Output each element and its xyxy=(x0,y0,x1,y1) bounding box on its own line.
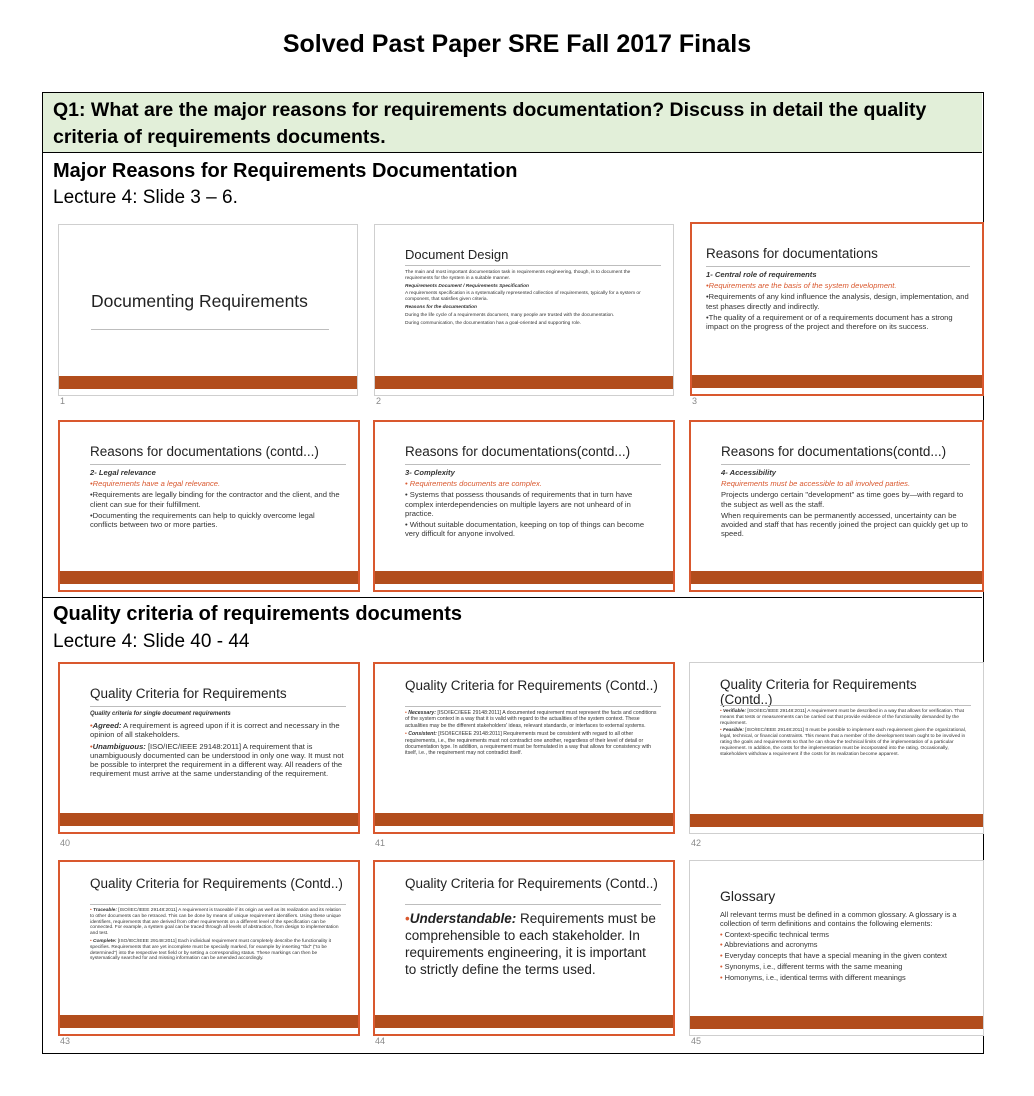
slide-text: 1- Central role of requirements xyxy=(706,270,817,279)
slide-text: Homonyms, i.e., identical terms with different meanings xyxy=(724,972,906,982)
section-reference-reasons: Lecture 4: Slide 3 – 6. xyxy=(53,187,238,208)
slide-text: [ISO/IEC/IEEE 29148:2011] Each individual requirement must completely describe the functionality it specifies. Requirements that are yet incomplete must be specially marked, for example by inserting "tbd" ("to be determined") into the respective text field or by setting a corresponding status. These markings can then be systematically searched for and missing information can be amended accordingly. xyxy=(90,938,332,962)
question-box: Q1: What are the major reasons for requirements documentation? Discuss in detail the quality criteria of requirements documents. xyxy=(43,93,982,153)
slide-footer-bar xyxy=(59,376,357,389)
slide-rule xyxy=(405,265,661,266)
slide-text: • Consistent: [ISO/IEC/IEEE 29148:2011] Requirements must be consistent with regard to all other requirements, i.e., the requirements must not contradict one another, regardless of their level of detail or documentation type. In addition, a requirement must be formulated in a way that allows for consistency with itself, i.e., the requirement may not contradict itself. xyxy=(405,731,651,757)
slide-text: All relevant terms must be defined in a common glossary. A glossary is a collection of term definitions and contains the following elements: xyxy=(720,910,957,928)
slide-text: The main and most important documentation task in requirements engineering, though, is to document the requirements for the system in a suitable manner. xyxy=(405,270,631,281)
slide-body xyxy=(405,710,659,759)
slide-text: • Necessary: [ISO/IEC/IEEE 29148:2011] A documented requirement must represent the facts and conditions of the system context in a way that it is valid with regard to the actualities of the system context. These actualities may be the different stakeholders' ideas, relevant standards, or interfaces to external systems. xyxy=(405,710,657,729)
slide-text: • Systems that possess thousands of requirements that in turn have complex interdependencies on multiple layers are not unheard of in practice. xyxy=(405,490,633,518)
slide-text: •Requirements have a legal relevance. xyxy=(90,479,221,489)
slide-rule xyxy=(91,329,329,330)
slide-text: 4- Accessibility xyxy=(721,468,777,477)
slide-thumbnail-41[interactable] xyxy=(373,662,675,834)
slide-number: 41 xyxy=(375,838,386,848)
slide-rule xyxy=(405,706,661,707)
slide-text: [ISO/IEC/IEEE 29148:2011] A requirement that is unambiguously documented can be understood in only one way. It must not be possible to interpret the requirement in a different way. All readers of the requirement must arrive at the same understanding of the requirement. xyxy=(90,741,344,779)
slide-rule xyxy=(721,464,970,465)
slide-body xyxy=(706,270,974,333)
slide-number: 44 xyxy=(375,1036,386,1046)
slide-keyword: Unambiguous: xyxy=(92,741,146,751)
page-title: Solved Past Paper SRE Fall 2017 Finals xyxy=(282,30,752,58)
section-reference-quality: Lecture 4: Slide 40 - 44 xyxy=(53,631,250,652)
slide-thumbnail-3[interactable] xyxy=(690,222,984,396)
slide-text: • Requirements documents are complex. xyxy=(405,479,542,489)
slide-title: Reasons for documentations (contd...) xyxy=(90,444,319,459)
slide-text: • Everyday concepts that have a special meaning in the given context xyxy=(720,951,947,961)
slide-keyword: Feasible: xyxy=(723,728,744,734)
slide-body xyxy=(405,270,659,328)
slide-rule xyxy=(405,464,661,465)
slide-thumbnail-6[interactable] xyxy=(689,420,984,592)
slide-text: •The quality of a requirement or of a requirements document has a strong impact on the progress of the project and therefore on its success. xyxy=(706,312,953,332)
slide-rule xyxy=(720,705,971,706)
slide-title: Quality Criteria for Requirements (Contd..) xyxy=(405,876,658,891)
slide-number: 42 xyxy=(691,838,702,848)
slide-keyword: Complete: xyxy=(93,938,117,944)
slide-keyword: Agreed: xyxy=(92,721,122,731)
slide-thumbnail-5[interactable] xyxy=(373,420,675,592)
slide-thumbnail-1[interactable] xyxy=(58,224,358,396)
slide-keyword: Consistent: xyxy=(408,731,437,738)
slide-text: •Unambiguous: [ISO/IEC/IEEE 29148:2011] A requirement that is unambiguously documented can be understood in only one way. It must not be possible to interpret the requirement in a different way. All readers of the requirement must arrive at the same understanding of the requirement. xyxy=(90,741,344,779)
slide-text: • Verifiable: [ISO/IEC/IEEE 29148:2011] A requirement must be described in a way that allows for verification. That means that tests or measurements can be carried out that provide evidence of the functionality demanded by the requirement. xyxy=(720,709,964,726)
slide-text: •Documenting the requirements can help to quickly overcome legal conflicts between two or more parties. xyxy=(90,510,315,530)
slide-footer-bar xyxy=(690,1016,983,1029)
slide-number: 3 xyxy=(692,396,698,406)
slide-text: •Understandable: Requirements must be comprehensible to each stakeholder. In requirements engineering, it is important to strictly define the terms used. xyxy=(405,911,656,977)
slide-text: [ISO/IEC/IEEE 29148:2011] A documented requirement must represent the facts and conditions of the system context in a way that it is valid with regard to the actualities of the system context. These actualities may be the different stakeholders' ideas, relevant standards, or interfaces to external systems. xyxy=(405,710,657,729)
slide-rule xyxy=(90,904,346,905)
slide-number: 40 xyxy=(60,838,71,848)
slide-footer-bar xyxy=(375,376,673,389)
slide-title: Documenting Requirements xyxy=(91,291,308,311)
section-heading-reasons: Major Reasons for Requirements Documentation xyxy=(53,160,518,182)
slide-text: Context-specific technical terms xyxy=(724,929,829,939)
slide-keyword: Understandable: xyxy=(409,911,517,926)
slide-number: 43 xyxy=(60,1036,71,1046)
slide-thumbnail-45[interactable] xyxy=(689,860,984,1036)
slide-title: Reasons for documentations xyxy=(706,246,878,261)
slide-text: Requirements must be comprehensible to each stakeholder. In requirements engineering, it is important to strictly define the terms used. xyxy=(405,911,656,977)
slide-number: 2 xyxy=(376,396,382,406)
slide-rule xyxy=(405,904,661,905)
slide-thumbnail-43[interactable] xyxy=(58,860,360,1036)
slide-text: During the life cycle of a requirements document, many people are trusted with the documentation. xyxy=(405,312,615,318)
slide-text: • Synonyms, i.e., different terms with the same meaning xyxy=(720,961,903,971)
slide-text: Everyday concepts that have a special meaning in the given context xyxy=(724,951,947,961)
slide-text: Quality criteria for single document requirements xyxy=(90,711,231,717)
slide-keyword: Verifiable: xyxy=(723,709,747,714)
section-heading-quality: Quality criteria of requirements documents xyxy=(53,603,462,625)
slide-text: Requirements must be accessible to all involved parties. xyxy=(721,479,911,489)
slide-thumbnail-40[interactable] xyxy=(58,662,360,834)
slide-text: Projects undergo certain "development" as time goes by—with regard to the subject as well as the staff. xyxy=(721,490,964,509)
slide-body xyxy=(90,468,344,531)
slide-text: • Traceable: [ISO/IEC/IEEE 29148:2011] A requirement is traceable if its origin as well as its realization and its relation to other documents can be retraced. This can be done by means of unique requirement identifiers. Using these unique identifiers, requirements that are derived from other requirements on a different level of the specification can be connected. For example, a system goal can be traced through all levels of abstraction, from design to implementation and test. xyxy=(90,908,342,937)
slide-thumbnail-42[interactable] xyxy=(689,662,984,834)
slide-title: Reasons for documentations(contd...) xyxy=(721,444,947,459)
slide-thumbnail-2[interactable] xyxy=(374,224,674,396)
slide-text: •Requirements of any kind influence the analysis, design, implementation, and test phases directly and indirectly. xyxy=(706,292,969,311)
slide-thumbnail-4[interactable] xyxy=(58,420,360,592)
slide-text: • Complete: [ISO/IEC/IEEE 29148:2011] Each individual requirement must completely describe the functionality it specifies. Requirements that are yet incomplete must be specially marked, for example by inserting "tbd" ("to be determined") into the respective text field or by setting a corresponding status. These markings can then be systematically searched for and missing information can be amended accordingly. xyxy=(90,938,332,962)
slide-body xyxy=(720,709,969,759)
slide-text: • Abbreviations and acronyms xyxy=(720,940,818,950)
slide-text: 3- Complexity xyxy=(405,468,455,477)
slide-text: [ISO/IEC/IEEE 29148:2011] A requirement must be described in a way that allows for verification. That means that tests or measurements can be carried out that provide evidence of the functionality demanded by the requirement. xyxy=(720,709,964,726)
slide-text: Requirements Document / Requirements Specification xyxy=(405,283,529,289)
slide-title: Quality Criteria for Requirements (Contd..) xyxy=(405,678,658,693)
slide-title: Quality Criteria for Requirements xyxy=(90,686,287,701)
slide-footer-bar xyxy=(60,1015,358,1028)
slide-body xyxy=(721,468,968,540)
slide-body xyxy=(405,910,659,980)
slide-text: •Requirements are legally binding for the contractor and the client, and the client can sue for their fulfillment. xyxy=(90,490,340,509)
slide-title: Quality Criteria for Requirements (Contd..) xyxy=(90,876,343,891)
slide-rule xyxy=(90,464,346,465)
slide-text: [ISO/IEC/IEEE 29148:2011] Requirements must be consistent with regard to all other requirements, i.e., the requirements must not contradict one another, regardless of their level of detail or documentation type. In addition, a requirement must be formulated in a way that allows for consistency with itself, i.e., the requirement may not contradict itself. xyxy=(405,731,651,757)
slide-footer-bar xyxy=(375,1015,673,1028)
slide-text: 2- Legal relevance xyxy=(90,468,156,477)
slide-footer-bar xyxy=(60,571,358,584)
slide-title: Glossary xyxy=(720,888,776,904)
slide-text: [ISO/IEC/IEEE 29148:2011] A requirement is traceable if its origin as well as its realization and its relation to other documents can be retraced. This can be done by means of unique requirement identifiers. Using these unique identifiers, requirements that are derived from other requirements on a different level of the specification can be connected. For example, a system goal can be traced through all levels of abstraction, from design to implementation and test. xyxy=(90,908,342,937)
slide-thumbnail-44[interactable] xyxy=(373,860,675,1036)
slide-body xyxy=(405,468,659,540)
slide-text: • Without suitable documentation, keeping on top of things can become very difficult for anyone involved. xyxy=(405,520,645,539)
slide-footer-bar xyxy=(375,813,673,826)
slide-text: • Homonyms, i.e., identical terms with different meanings xyxy=(720,972,906,982)
slide-footer-bar xyxy=(60,813,358,826)
slide-keyword: Necessary: xyxy=(408,710,436,716)
slide-footer-bar xyxy=(375,571,673,584)
slide-text: •Agreed: A requirement is agreed upon if it is correct and necessary in the opinion of all stakeholders. xyxy=(90,721,340,740)
slide-text: Reasons for the documentation xyxy=(405,304,477,310)
slide-text: • Feasible: [ISO/IEC/IEEE 29148:2011] It must be possible to implement each requirement given the organizational, legal, technical, or financial constraints. This means that a member of the development team ought to be involved in rating the goals and requirements so that he can show the technical limits of the implementation of a particular requirement. In addition, the costs for the implementation must be incorporated into the rating. Occasionally, stakeholders withdraw a requirement if the costs for its realization become apparent. xyxy=(720,728,967,757)
slide-title: Document Design xyxy=(405,247,509,262)
slide-text: Synonyms, i.e., different terms with the same meaning xyxy=(724,961,903,971)
slide-keyword: Traceable: xyxy=(93,908,117,913)
slide-text: During communication, the documentation has a goal-oriented and supporting role. xyxy=(405,320,581,326)
slide-number: 45 xyxy=(691,1036,702,1046)
slide-footer-bar xyxy=(692,375,982,388)
slide-text: Abbreviations and acronyms xyxy=(724,940,818,950)
slide-title: Quality Criteria for Requirements (Contd..) xyxy=(720,677,917,707)
slide-rule xyxy=(90,706,346,707)
slide-footer-bar xyxy=(691,571,982,584)
slide-text: •Requirements are the basis of the system development. xyxy=(706,281,897,291)
slide-footer-bar xyxy=(690,814,983,827)
slide-number: 1 xyxy=(60,396,66,406)
slide-body xyxy=(720,911,969,985)
slide-text: When requirements can be permanently accessed, uncertainty can be avoided and staff that has recently joined the project can quickly get up to speed. xyxy=(721,510,968,539)
slide-text: A requirement is agreed upon if it is correct and necessary in the opinion of all stakeholders. xyxy=(90,721,340,740)
slide-rule xyxy=(706,266,970,267)
slide-title: Reasons for documentations(contd...) xyxy=(405,444,631,459)
slide-text: • Context-specific technical terms xyxy=(720,929,829,939)
slide-body xyxy=(90,908,344,964)
slide-text: A requirements specification is a systematically represented collection of requirements, typically for a system or component, that satisfies given criteria. xyxy=(405,291,641,303)
section-divider xyxy=(43,597,982,598)
slide-body xyxy=(90,710,344,780)
slide-text: [ISO/IEC/IEEE 29148:2011] It must be possible to implement each requirement given the organizational, legal, technical, or financial constraints. This means that a member of the development team ought to be involved in rating the goals and requirements so that he can show the technical limits of the implementation of a particular requirement. In addition, the costs for the implementation must be incorporated into the rating. Occasionally, stakeholders withdraw a requirement if the costs for its realization become apparent. xyxy=(720,728,967,757)
